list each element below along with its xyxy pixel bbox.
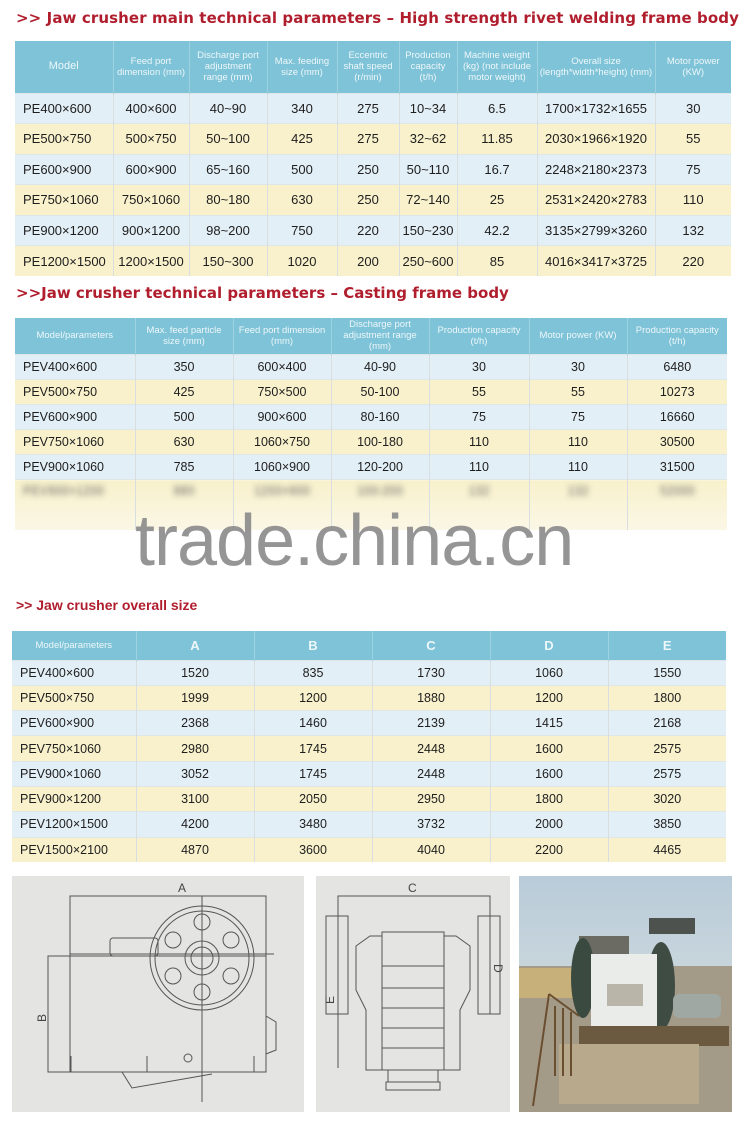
model-cell: PE1200×1500 bbox=[15, 246, 113, 277]
value-cell: 32~62 bbox=[399, 124, 457, 155]
table-row bbox=[12, 786, 726, 811]
value-cell: 80-160 bbox=[331, 404, 429, 429]
value-cell: 55 bbox=[529, 379, 627, 404]
dimension-label-e: E bbox=[323, 995, 337, 1004]
model-cell: PEV1500×2100 bbox=[12, 837, 136, 862]
column-header: Production capacity (t/h) bbox=[429, 318, 529, 354]
dimension-label-c: C bbox=[408, 881, 417, 895]
value-cell: 4465 bbox=[608, 837, 726, 862]
model-cell: PE900×1200 bbox=[15, 215, 113, 246]
column-header: Model/parameters bbox=[15, 318, 135, 354]
table-row bbox=[15, 185, 731, 216]
value-cell: 1999 bbox=[136, 685, 254, 710]
value-cell: 2050 bbox=[254, 786, 372, 811]
value-cell: 3480 bbox=[254, 812, 372, 837]
model-cell: PEV500×750 bbox=[12, 685, 136, 710]
front-view-diagram-icon bbox=[316, 876, 510, 1112]
value-cell: 4016×3417×3725 bbox=[537, 246, 655, 277]
value-cell: 250 bbox=[337, 185, 399, 216]
table-row bbox=[12, 685, 726, 710]
main-params-table bbox=[15, 41, 731, 276]
value-cell: 30 bbox=[529, 354, 627, 379]
value-cell: 10273 bbox=[627, 379, 727, 404]
value-cell: 750×500 bbox=[233, 379, 331, 404]
value-cell: 3020 bbox=[608, 786, 726, 811]
value-cell: 630 bbox=[267, 185, 337, 216]
table-row bbox=[15, 379, 727, 404]
value-cell: 600×900 bbox=[113, 154, 189, 185]
value-cell: 785 bbox=[135, 455, 233, 480]
model-cell: PEV500×750 bbox=[15, 379, 135, 404]
value-cell: 11.85 bbox=[457, 124, 537, 155]
value-cell: 80~180 bbox=[189, 185, 267, 216]
value-cell: 600×400 bbox=[233, 354, 331, 379]
column-header: Max. feed particle size (mm) bbox=[135, 318, 233, 354]
value-cell: 55 bbox=[655, 124, 731, 155]
value-cell: 50-100 bbox=[331, 379, 429, 404]
model-cell: PEV900×1060 bbox=[12, 761, 136, 786]
value-cell: 1060×900 bbox=[233, 455, 331, 480]
value-cell: 500 bbox=[135, 404, 233, 429]
value-cell: 1415 bbox=[490, 711, 608, 736]
model-cell: PE600×900 bbox=[15, 154, 113, 185]
value-cell: 2950 bbox=[372, 786, 490, 811]
value-cell: 65~160 bbox=[189, 154, 267, 185]
value-cell: 1800 bbox=[608, 685, 726, 710]
value-cell: 250 bbox=[337, 154, 399, 185]
value-cell: 75 bbox=[655, 154, 731, 185]
table-row bbox=[15, 124, 731, 155]
section-title-casting-params: >>Jaw crusher technical parameters – Casting frame body bbox=[16, 284, 509, 302]
value-cell: 75 bbox=[429, 404, 529, 429]
value-cell: 2030×1966×1920 bbox=[537, 124, 655, 155]
column-header: Feed port dimension (mm) bbox=[233, 318, 331, 354]
value-cell: 1745 bbox=[254, 761, 372, 786]
value-cell: 275 bbox=[337, 93, 399, 124]
value-cell: 150~230 bbox=[399, 215, 457, 246]
section-title-main-params: >> Jaw crusher main technical parameters – High strength rivet welding frame body bbox=[16, 9, 740, 27]
value-cell: 2200 bbox=[490, 837, 608, 862]
value-cell: 1200×1500 bbox=[113, 246, 189, 277]
value-cell: 30500 bbox=[627, 430, 727, 455]
value-cell: 2139 bbox=[372, 711, 490, 736]
value-cell: 3052 bbox=[136, 761, 254, 786]
value-cell: 110 bbox=[429, 455, 529, 480]
value-cell: 1060×750 bbox=[233, 430, 331, 455]
value-cell: 42.2 bbox=[457, 215, 537, 246]
value-cell: 98~200 bbox=[189, 215, 267, 246]
value-cell: 4040 bbox=[372, 837, 490, 862]
value-cell: 6480 bbox=[627, 354, 727, 379]
table-header-row bbox=[15, 318, 727, 354]
value-cell: 750×1060 bbox=[113, 185, 189, 216]
column-header: Model/parameters bbox=[12, 631, 136, 660]
table-row bbox=[15, 455, 727, 480]
value-cell: 16660 bbox=[627, 404, 727, 429]
value-cell: 2000 bbox=[490, 812, 608, 837]
column-header: Production capacity (t/h) bbox=[399, 41, 457, 93]
value-cell: 30 bbox=[655, 93, 731, 124]
section-title-overall-size: >> Jaw crusher overall size bbox=[16, 597, 198, 613]
column-header: C bbox=[372, 631, 490, 660]
blurred-cell: 132 bbox=[429, 480, 529, 530]
value-cell: 250~600 bbox=[399, 246, 457, 277]
model-cell: PEV750×1060 bbox=[15, 430, 135, 455]
table-header-row bbox=[15, 41, 731, 93]
model-cell: PE400×600 bbox=[15, 93, 113, 124]
value-cell: 110 bbox=[529, 430, 627, 455]
value-cell: 3100 bbox=[136, 786, 254, 811]
value-cell: 1600 bbox=[490, 761, 608, 786]
column-header: Overall size (length*width*height) (mm) bbox=[537, 41, 655, 93]
value-cell: 110 bbox=[529, 455, 627, 480]
value-cell: 500×750 bbox=[113, 124, 189, 155]
casting-params-table bbox=[15, 318, 727, 530]
model-cell: PE500×750 bbox=[15, 124, 113, 155]
value-cell: 50~100 bbox=[189, 124, 267, 155]
jaw-crusher-photo bbox=[519, 876, 732, 1112]
value-cell: 6.5 bbox=[457, 93, 537, 124]
model-cell: PEV600×900 bbox=[12, 711, 136, 736]
value-cell: 85 bbox=[457, 246, 537, 277]
table-row bbox=[15, 404, 727, 429]
front-view-drawing bbox=[316, 876, 510, 1112]
value-cell: 2448 bbox=[372, 736, 490, 761]
column-header: Max. feeding size (mm) bbox=[267, 41, 337, 93]
value-cell: 3850 bbox=[608, 812, 726, 837]
value-cell: 132 bbox=[655, 215, 731, 246]
column-header: Machine weight (kg) (not include motor weight) bbox=[457, 41, 537, 93]
value-cell: 10~34 bbox=[399, 93, 457, 124]
value-cell: 40-90 bbox=[331, 354, 429, 379]
value-cell: 400×600 bbox=[113, 93, 189, 124]
table-row bbox=[12, 761, 726, 786]
value-cell: 3135×2799×3260 bbox=[537, 215, 655, 246]
value-cell: 3600 bbox=[254, 837, 372, 862]
value-cell: 900×1200 bbox=[113, 215, 189, 246]
value-cell: 1550 bbox=[608, 660, 726, 685]
value-cell: 220 bbox=[655, 246, 731, 277]
value-cell: 55 bbox=[429, 379, 529, 404]
value-cell: 220 bbox=[337, 215, 399, 246]
table-row bbox=[12, 812, 726, 837]
value-cell: 31500 bbox=[627, 455, 727, 480]
value-cell: 750 bbox=[267, 215, 337, 246]
value-cell: 100-180 bbox=[331, 430, 429, 455]
value-cell: 900×600 bbox=[233, 404, 331, 429]
value-cell: 350 bbox=[135, 354, 233, 379]
table-row bbox=[12, 711, 726, 736]
value-cell: 1800 bbox=[490, 786, 608, 811]
blurred-cell: 1200×900 bbox=[233, 480, 331, 530]
value-cell: 1020 bbox=[267, 246, 337, 277]
model-cell: PEV900×1200 bbox=[12, 786, 136, 811]
table-row bbox=[15, 354, 727, 379]
value-cell: 1460 bbox=[254, 711, 372, 736]
value-cell: 2980 bbox=[136, 736, 254, 761]
column-header: Discharge port adjustment range (mm) bbox=[189, 41, 267, 93]
table-header-row bbox=[12, 631, 726, 660]
blurred-cell: 880 bbox=[135, 480, 233, 530]
table-row bbox=[15, 215, 731, 246]
value-cell: 2531×2420×2783 bbox=[537, 185, 655, 216]
value-cell: 4200 bbox=[136, 812, 254, 837]
value-cell: 1700×1732×1655 bbox=[537, 93, 655, 124]
table-row bbox=[12, 837, 726, 862]
value-cell: 425 bbox=[267, 124, 337, 155]
value-cell: 500 bbox=[267, 154, 337, 185]
column-header: E bbox=[608, 631, 726, 660]
value-cell: 2575 bbox=[608, 761, 726, 786]
value-cell: 2168 bbox=[608, 711, 726, 736]
side-view-diagram-icon bbox=[12, 876, 304, 1112]
table-row bbox=[15, 93, 731, 124]
value-cell: 1600 bbox=[490, 736, 608, 761]
table-row bbox=[12, 660, 726, 685]
blurred-cell: PEV900×1200 bbox=[15, 480, 135, 530]
value-cell: 110 bbox=[429, 430, 529, 455]
dimension-label-a: A bbox=[178, 881, 187, 895]
value-cell: 1880 bbox=[372, 685, 490, 710]
blurred-cell: 52000 bbox=[627, 480, 727, 530]
column-header: Feed port dimension (mm) bbox=[113, 41, 189, 93]
value-cell: 835 bbox=[254, 660, 372, 685]
value-cell: 2448 bbox=[372, 761, 490, 786]
model-cell: PEV1200×1500 bbox=[12, 812, 136, 837]
value-cell: 16.7 bbox=[457, 154, 537, 185]
model-cell: PEV400×600 bbox=[12, 660, 136, 685]
model-cell: PEV400×600 bbox=[15, 354, 135, 379]
main-params-body bbox=[15, 93, 731, 276]
value-cell: 425 bbox=[135, 379, 233, 404]
column-header: Eccentric shaft speed (r/min) bbox=[337, 41, 399, 93]
column-header: Production capacity (t/h) bbox=[627, 318, 727, 354]
column-header: D bbox=[490, 631, 608, 660]
value-cell: 1730 bbox=[372, 660, 490, 685]
value-cell: 630 bbox=[135, 430, 233, 455]
value-cell: 150~300 bbox=[189, 246, 267, 277]
value-cell: 2248×2180×2373 bbox=[537, 154, 655, 185]
value-cell: 340 bbox=[267, 93, 337, 124]
dimension-label-b: B bbox=[35, 1013, 49, 1022]
side-view-drawing bbox=[12, 876, 304, 1112]
blurred-cell: 132 bbox=[529, 480, 627, 530]
column-header: Discharge port adjustment range (mm) bbox=[331, 318, 429, 354]
table-row bbox=[12, 736, 726, 761]
value-cell: 25 bbox=[457, 185, 537, 216]
table-row bbox=[15, 430, 727, 455]
dimension-label-d: D bbox=[491, 964, 505, 973]
value-cell: 4870 bbox=[136, 837, 254, 862]
value-cell: 40~90 bbox=[189, 93, 267, 124]
model-cell: PE750×1060 bbox=[15, 185, 113, 216]
value-cell: 1745 bbox=[254, 736, 372, 761]
value-cell: 275 bbox=[337, 124, 399, 155]
value-cell: 2575 bbox=[608, 736, 726, 761]
column-header: A bbox=[136, 631, 254, 660]
value-cell: 1200 bbox=[254, 685, 372, 710]
value-cell: 1060 bbox=[490, 660, 608, 685]
table-row bbox=[15, 154, 731, 185]
column-header: B bbox=[254, 631, 372, 660]
blurred-cell: 100-200 bbox=[331, 480, 429, 530]
crusher-photo-icon bbox=[519, 876, 732, 1112]
model-cell: PEV750×1060 bbox=[12, 736, 136, 761]
value-cell: 120-200 bbox=[331, 455, 429, 480]
value-cell: 200 bbox=[337, 246, 399, 277]
value-cell: 50~110 bbox=[399, 154, 457, 185]
overall-size-body bbox=[12, 660, 726, 862]
column-header: Model bbox=[15, 41, 113, 93]
column-header: Motor power (KW) bbox=[529, 318, 627, 354]
table-row bbox=[15, 246, 731, 277]
value-cell: 75 bbox=[529, 404, 627, 429]
value-cell: 30 bbox=[429, 354, 529, 379]
column-header: Motor power (KW) bbox=[655, 41, 731, 93]
value-cell: 1200 bbox=[490, 685, 608, 710]
overall-size-table bbox=[12, 631, 726, 862]
value-cell: 72~140 bbox=[399, 185, 457, 216]
value-cell: 110 bbox=[655, 185, 731, 216]
value-cell: 2368 bbox=[136, 711, 254, 736]
watermark: trade.china.cn bbox=[135, 501, 574, 581]
model-cell: PEV600×900 bbox=[15, 404, 135, 429]
value-cell: 3732 bbox=[372, 812, 490, 837]
model-cell: PEV900×1060 bbox=[15, 455, 135, 480]
value-cell: 1520 bbox=[136, 660, 254, 685]
